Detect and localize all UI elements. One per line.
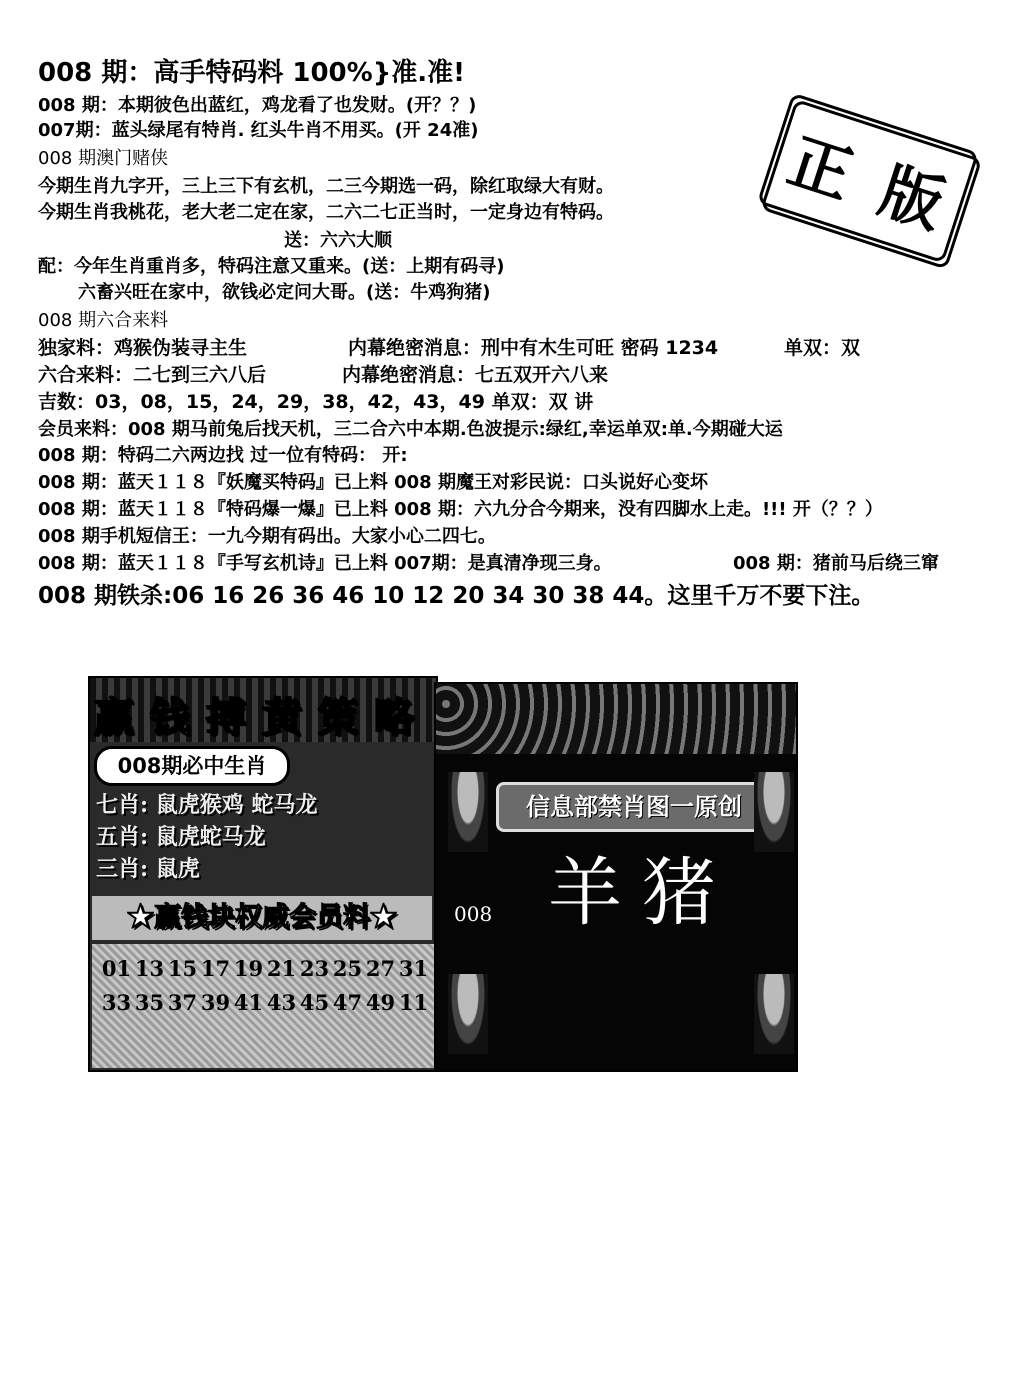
number-ball: 35 [134, 990, 165, 1015]
portrait-image [754, 772, 794, 852]
header-char: 赢 [94, 694, 134, 741]
number-ball: 41 [233, 990, 264, 1015]
number-ball: 45 [299, 990, 330, 1015]
header-char: 搏 [206, 694, 246, 741]
section-heading: 008 期六合来料 [38, 310, 169, 331]
number-ball: 01 [101, 956, 132, 981]
number-ball: 17 [200, 956, 231, 981]
portrait-image [448, 772, 488, 852]
issue-number: 008 [454, 902, 493, 926]
number-row [100, 956, 430, 981]
text-line: 六畜兴旺在家中，欲钱必定问大哥。(送：牛鸡狗猪) [78, 282, 491, 303]
stamp-char: 正 [780, 123, 862, 213]
number-ball: 43 [266, 990, 297, 1015]
zodiac-row: 三肖: 鼠虎 [96, 856, 200, 882]
number-ball: 31 [398, 956, 429, 981]
number-grid [92, 944, 434, 1068]
text-line: 单双：双 [784, 337, 861, 359]
number-ball: 21 [266, 956, 297, 981]
text-line: 008 期：蓝天１１８『特码爆一爆』已上料 008 期：六九分合今期来，没有四脚水上走。!!! 开（？？） [38, 499, 883, 520]
zodiac-row: 七肖: 鼠虎猴鸡 蛇马龙 [96, 792, 318, 818]
panel-banner: 信息部禁肖图一原创 [496, 782, 772, 832]
text-line: 007期：蓝头绿尾有特肖. 红头牛肖不用买。(开 24准) [38, 120, 479, 141]
number-ball: 39 [200, 990, 231, 1015]
number-ball: 49 [365, 990, 396, 1015]
portrait-image [754, 974, 794, 1054]
text-line: 008 期手机短信王：一九今期有码出。大家小心二四七。 [38, 526, 496, 547]
number-row [100, 990, 430, 1015]
left-image-panel [88, 676, 438, 1072]
text-line: 六合来料：二七到三六八后 [38, 364, 267, 386]
number-ball: 19 [233, 956, 264, 981]
header-char: 黄 [262, 694, 302, 741]
vip-banner: ★赢钱块权威会员料★ [92, 896, 432, 940]
text-line: 008 期：猪前马后绕三窜 [733, 553, 939, 574]
number-ball: 33 [101, 990, 132, 1015]
number-ball: 27 [365, 956, 396, 981]
zodiac-result: 羊猪 [548, 850, 736, 936]
header-char: 钱 [150, 694, 190, 741]
panel-header [90, 678, 436, 742]
text-line: 008 期：特码二六两边找 过一位有特码： 开: [38, 445, 408, 466]
number-ball: 25 [332, 956, 363, 981]
text-line: 今期生肖我桃花，老大老二定在家，二六二七正当时，一定身边有特码。 [38, 202, 614, 223]
flower-border [436, 684, 796, 754]
stamp-char: 版 [871, 153, 953, 242]
number-ball: 23 [299, 956, 330, 981]
text-line: 内幕绝密消息：七五双开六八来 [342, 364, 609, 386]
header-char: 策 [318, 694, 358, 741]
zodiac-pill: 008期必中生肖 [94, 746, 290, 786]
zodiac-row: 五肖: 鼠虎蛇马龙 [96, 824, 266, 850]
text-line: 吉数：03，08，15，24，29，38，42，43，49 单双：双 讲 [38, 391, 594, 413]
text-line: 送：六六大顺 [284, 230, 392, 251]
text-line: 配：今年生肖重肖多，特码注意又重来。(送：上期有码寻) [38, 256, 505, 277]
text-line: 会员来料：008 期马前兔后找天机，三二合六中本期.色波提示:绿红,幸运单双:单.今期碰大运 [38, 419, 783, 440]
number-ball: 47 [332, 990, 363, 1015]
right-image-panel [434, 682, 798, 1072]
text-line: 内幕绝密消息：刑中有木生可旺 密码 1234 [348, 337, 719, 359]
text-line: 独家料：鸡猴伪装寻主生 [38, 337, 248, 359]
number-ball: 11 [398, 990, 429, 1015]
text-line: 008 期：蓝天１１８『手写玄机诗』已上料 007期：是真清净现三身。 [38, 553, 612, 574]
text-line: 008 期：蓝天１１８『妖魔买特码』已上料 008 期魔王对彩民说：口头说好心变坏 [38, 472, 708, 493]
number-ball: 15 [167, 956, 198, 981]
header-char: 略 [374, 694, 414, 741]
text-line: 今期生肖九字开，三上三下有玄机，二三今期选一码，除红取绿大有财。 [38, 176, 614, 197]
kill-numbers-line: 008 期铁杀:06 16 26 36 46 10 12 20 34 30 38 44。这里千万不要下注。 [38, 583, 875, 609]
text-line: 008 期：本期彼色出蓝红，鸡龙看了也发财。(开？？) [38, 95, 477, 116]
number-ball: 13 [134, 956, 165, 981]
section-heading: 008 期澳门赌侠 [38, 148, 169, 169]
zhengban-stamp [757, 93, 979, 264]
number-ball: 37 [167, 990, 198, 1015]
page-title: 008 期：高手特码料 100%}准.准! [38, 58, 465, 88]
portrait-image [448, 974, 488, 1054]
